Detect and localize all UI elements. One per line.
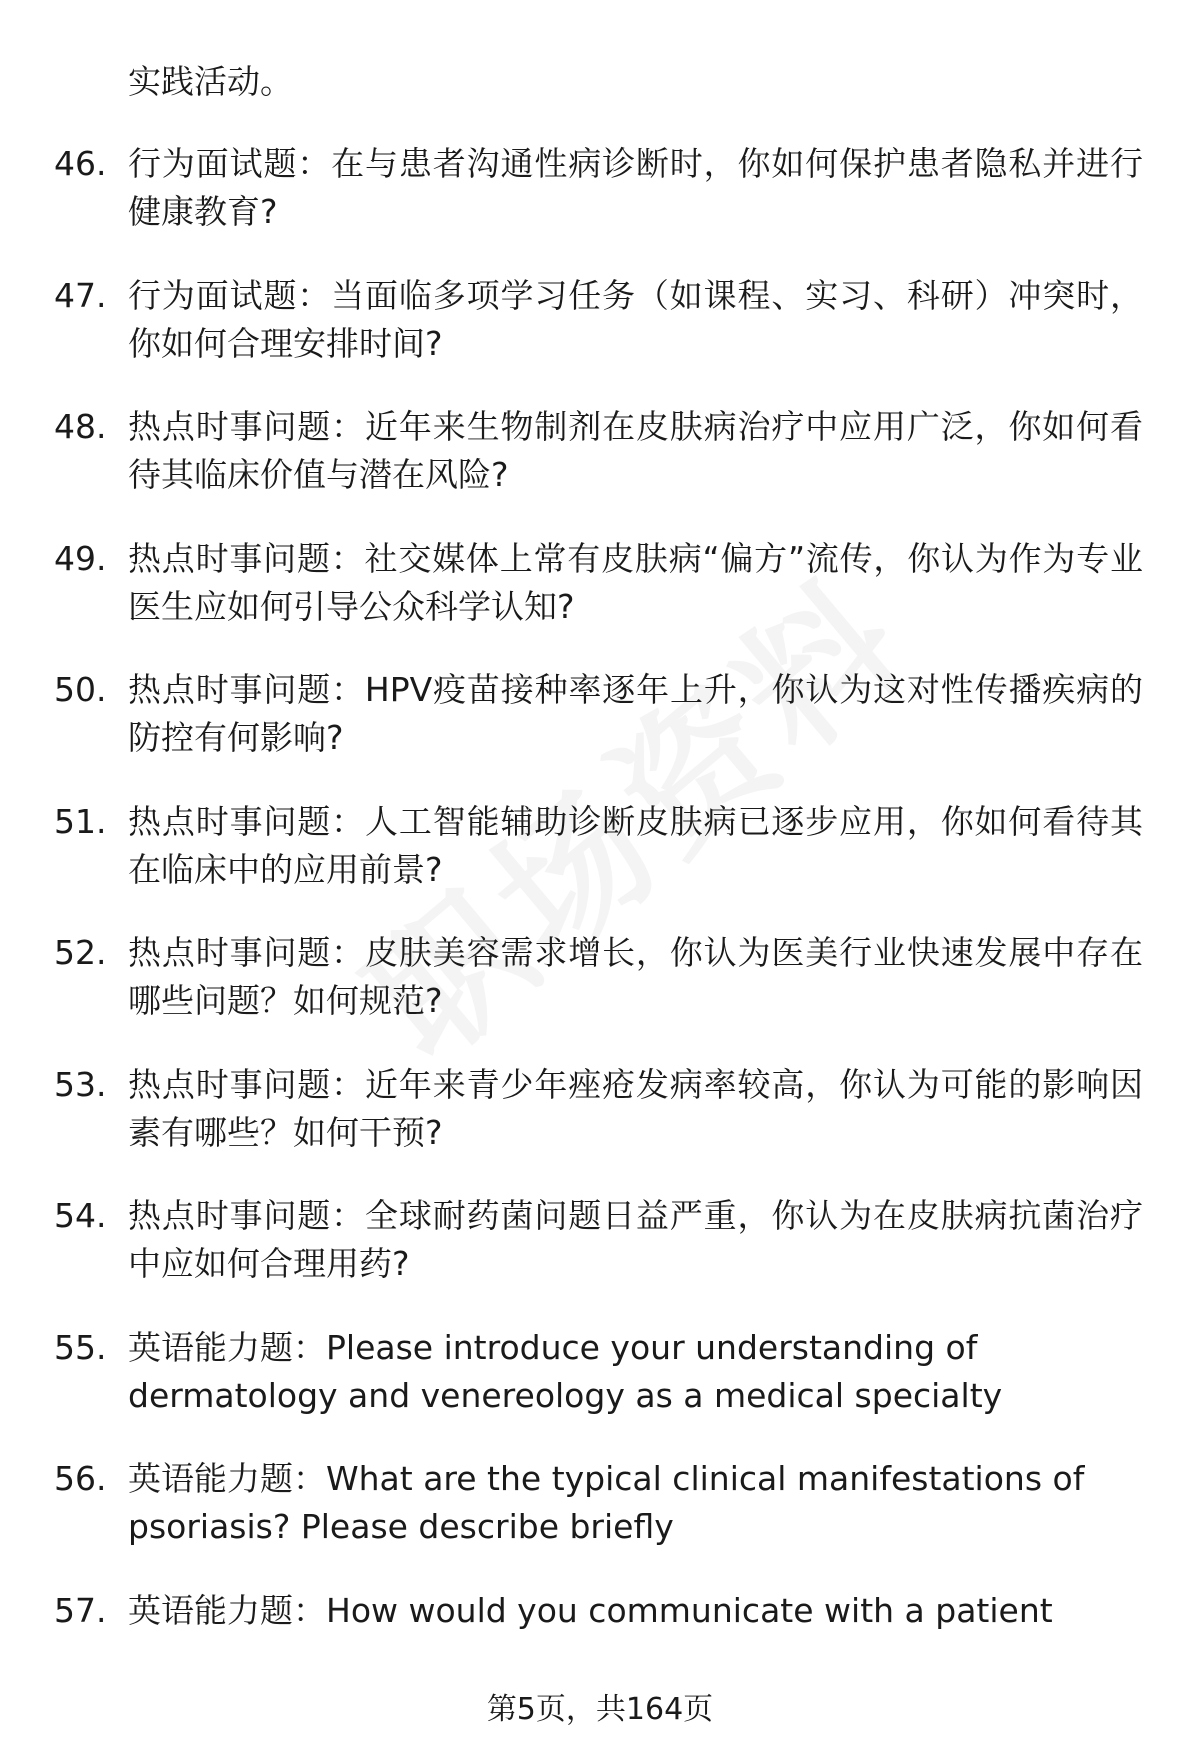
question-text: 热点时事问题：人工智能辅助诊断皮肤病已逐步应用，你如何看待其在临床中的应用前景? (128, 801, 1143, 889)
question-number: 47. (54, 275, 107, 315)
question-number: 51. (54, 801, 107, 841)
question-number: 57. (54, 1590, 107, 1630)
question-item (0, 929, 1200, 1061)
question-text: 行为面试题：在与患者沟通性病诊断时，你如何保护患者隐私并进行健康教育? (128, 144, 1143, 231)
question-number: 50. (54, 670, 107, 709)
question-item (0, 666, 1200, 798)
question-number: 54. (54, 1196, 107, 1235)
question-text: 热点时事问题：社交媒体上常有皮肤病“偏方”流传，你认为作为专业医生应如何引导公众科学认知? (128, 538, 1143, 626)
question-item (0, 798, 1200, 930)
question-list (0, 140, 1200, 1718)
question-number: 48. (54, 407, 107, 446)
question-text: 英语能力题：What are the typical clinical manifestations of psoriasis? Please describe briefly (128, 1459, 1085, 1546)
question-text: 英语能力题：How would you communicate with a patient (128, 1590, 1053, 1630)
question-item (0, 1455, 1200, 1587)
question-text: 热点时事问题：近年来生物制剂在皮肤病治疗中应用广泛，你如何看待其临床价值与潜在风险? (128, 407, 1143, 494)
question-item (0, 272, 1200, 404)
question-number: 49. (54, 538, 107, 578)
page-footer: 第5页，共164页 (486, 1692, 714, 1727)
question-number: 52. (54, 933, 107, 972)
question-text: 热点时事问题：皮肤美容需求增长，你认为医美行业快速发展中存在哪些问题？如何规范? (128, 933, 1143, 1020)
question-number: 53. (54, 1064, 107, 1104)
question-text: 热点时事问题：近年来青少年痤疮发病率较高，你认为可能的影响因素有哪些？如何干预? (128, 1064, 1143, 1152)
question-text: 行为面试题：当面临多项学习任务（如课程、实习、科研）冲突时，你如何合理安排时间? (128, 275, 1143, 363)
question-item (0, 1061, 1200, 1193)
question-item (0, 403, 1200, 535)
question-number: 46. (54, 144, 107, 183)
question-text: 英语能力题：Please introduce your understanding of dermatology and venereology as a medical specialty (128, 1327, 1003, 1415)
question-number: 56. (54, 1459, 107, 1498)
question-item (0, 535, 1200, 667)
question-text: 热点时事问题：HPV疫苗接种率逐年上升，你认为这对性传播疾病的防控有何影响? (128, 670, 1143, 757)
question-item (0, 140, 1200, 272)
question-text: 热点时事问题：全球耐药菌问题日益严重，你认为在皮肤病抗菌治疗中应如何合理用药? (128, 1196, 1143, 1283)
question-number: 55. (54, 1327, 107, 1367)
question-item (0, 1324, 1200, 1456)
continuation-text: 实践活动。 (128, 62, 293, 101)
question-item (0, 1192, 1200, 1324)
